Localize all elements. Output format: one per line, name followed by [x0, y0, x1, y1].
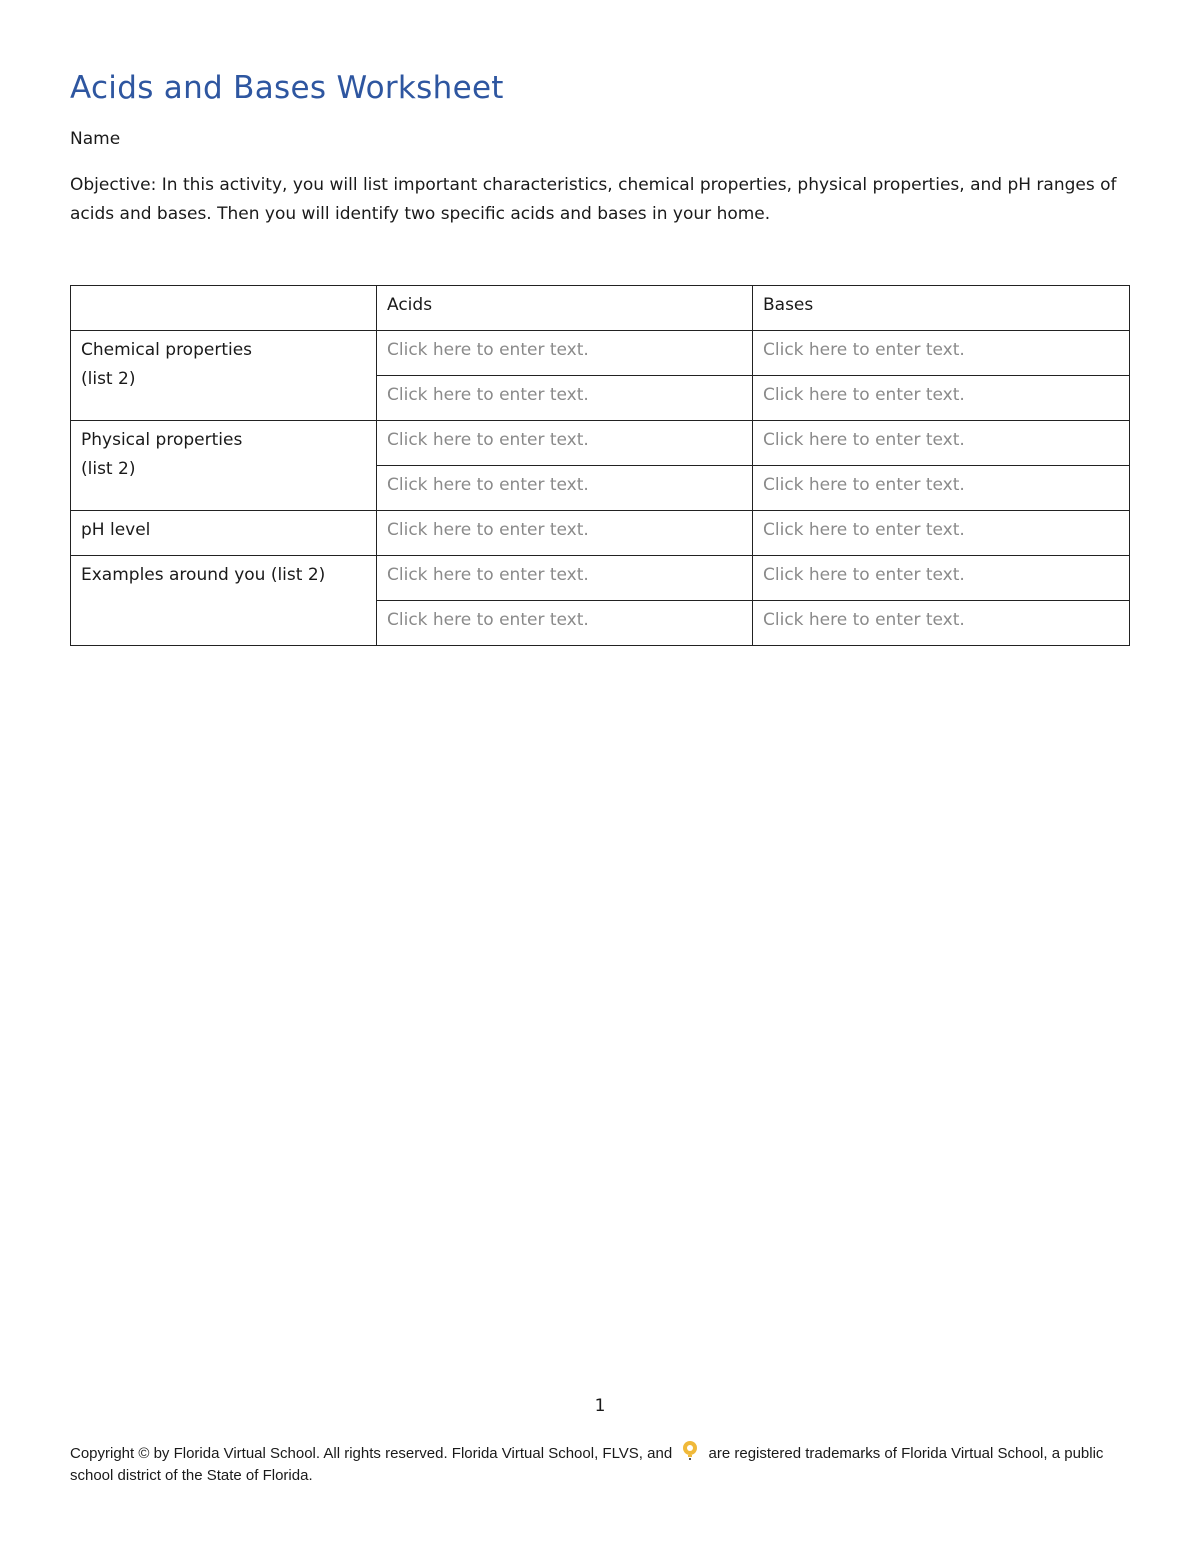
placeholder-text[interactable]: Click here to enter text.: [763, 385, 965, 405]
placeholder-text[interactable]: Click here to enter text.: [763, 610, 965, 630]
row-label-chemical-properties: [71, 331, 377, 421]
row-label-subtext: (list 2): [81, 459, 136, 479]
placeholder-text[interactable]: Click here to enter text.: [387, 475, 589, 495]
header-cell-blank: [71, 286, 377, 331]
footer-text-start: Copyright © by Florida Virtual School. All rights reserved. Florida Virtual School, FLVS, and: [70, 1445, 673, 1462]
bases-example-1-field[interactable]: [753, 556, 1130, 601]
bases-physical-1-field[interactable]: [753, 421, 1130, 466]
worksheet-table: [70, 285, 1130, 646]
placeholder-text[interactable]: Click here to enter text.: [387, 340, 589, 360]
document-title: Acids and Bases Worksheet: [70, 70, 504, 106]
acids-example-1-field[interactable]: [377, 556, 753, 601]
table-row: [71, 421, 1130, 466]
objective-text: In this activity, you will list important characteristics, chemical properties, physical properties, and pH ranges of acids and bases. Then you will identify two specific acids and bases in your home.: [70, 175, 1117, 224]
row-label-text: Chemical properties: [81, 340, 253, 360]
bases-physical-2-field[interactable]: [753, 466, 1130, 511]
placeholder-text[interactable]: Click here to enter text.: [387, 430, 589, 450]
table-row: [71, 331, 1130, 376]
acids-example-2-field[interactable]: [377, 601, 753, 646]
footer-text-end: are registered trademarks of Florida Virtual School, a public school district of the State of Florida.: [70, 1445, 1104, 1484]
placeholder-text[interactable]: Click here to enter text.: [763, 475, 965, 495]
row-label-ph-level: pH level: [71, 511, 377, 556]
copyright-footer: [70, 1440, 1135, 1487]
bases-ph-field[interactable]: [753, 511, 1130, 556]
placeholder-text[interactable]: Click here to enter text.: [387, 565, 589, 585]
row-label-examples: Examples around you (list 2): [71, 556, 377, 646]
placeholder-text[interactable]: Click here to enter text.: [763, 520, 965, 540]
placeholder-text[interactable]: Click here to enter text.: [387, 520, 589, 540]
page-number: 1: [594, 1396, 606, 1416]
table-row: [71, 511, 1130, 556]
acids-physical-1-field[interactable]: [377, 421, 753, 466]
bases-chemical-2-field[interactable]: [753, 376, 1130, 421]
acids-chemical-2-field[interactable]: [377, 376, 753, 421]
placeholder-text[interactable]: Click here to enter text.: [763, 340, 965, 360]
placeholder-text[interactable]: Click here to enter text.: [387, 385, 589, 405]
row-label-physical-properties: [71, 421, 377, 511]
objective-paragraph: [70, 171, 1130, 229]
placeholder-text[interactable]: Click here to enter text.: [387, 610, 589, 630]
placeholder-text[interactable]: Click here to enter text.: [763, 565, 965, 585]
objective-label: Objective:: [70, 175, 157, 195]
bases-example-2-field[interactable]: [753, 601, 1130, 646]
table-row: [71, 556, 1130, 601]
placeholder-text[interactable]: Click here to enter text.: [763, 430, 965, 450]
header-cell-bases: Bases: [753, 286, 1130, 331]
bases-chemical-1-field[interactable]: [753, 331, 1130, 376]
row-label-subtext: (list 2): [81, 369, 136, 389]
acids-ph-field[interactable]: [377, 511, 753, 556]
acids-physical-2-field[interactable]: [377, 466, 753, 511]
flvs-logo-icon: [680, 1440, 700, 1462]
name-label: Name: [70, 129, 121, 149]
row-label-text: Physical properties: [81, 430, 243, 450]
acids-chemical-1-field[interactable]: [377, 331, 753, 376]
table-header-row: [71, 286, 1130, 331]
header-cell-acids: Acids: [377, 286, 753, 331]
